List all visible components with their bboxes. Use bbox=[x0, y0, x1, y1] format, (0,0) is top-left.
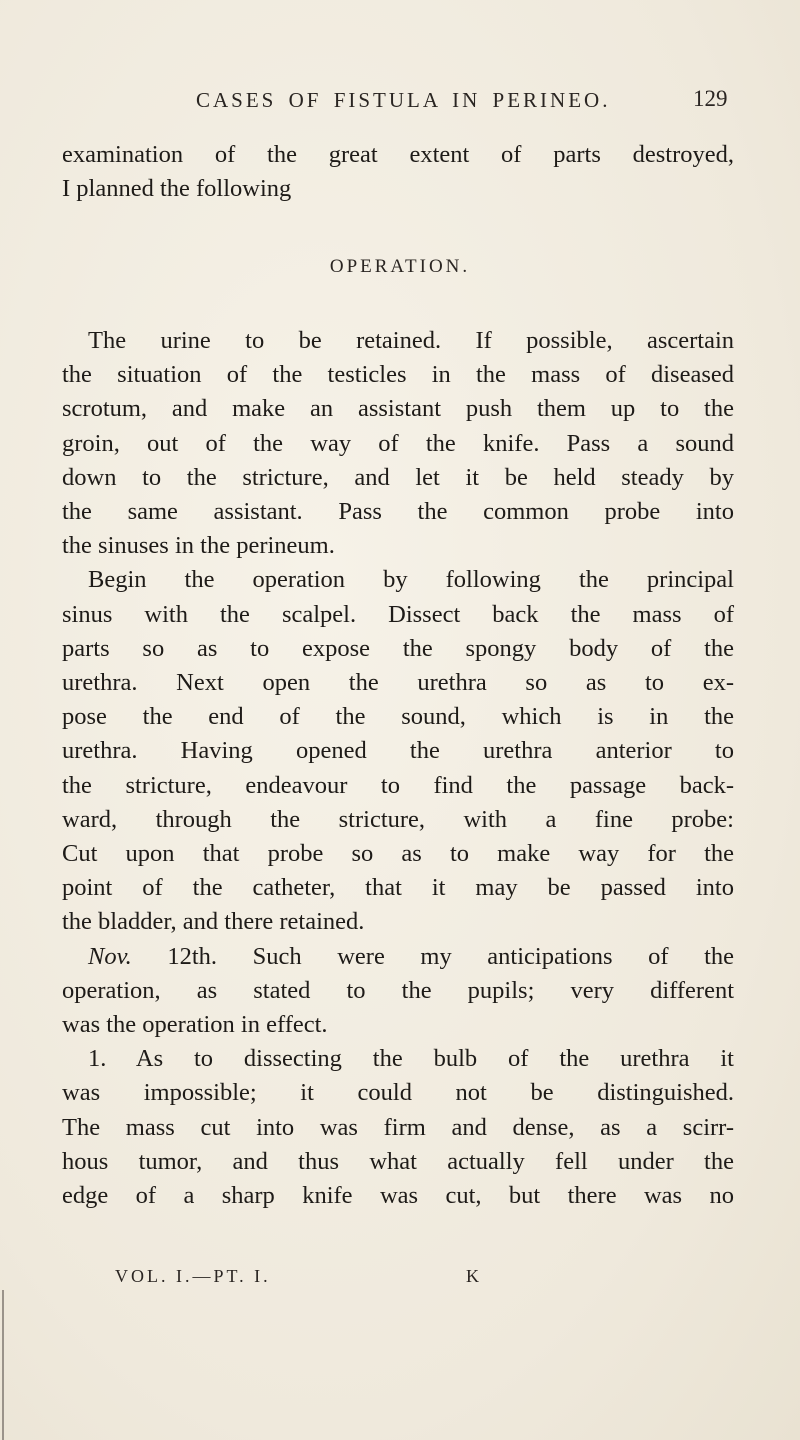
text-line: scrotum, and make an assistant push them up to the bbox=[62, 395, 734, 423]
text-line: the same assistant. Pass the common probe into bbox=[62, 498, 734, 526]
text-line: examination of the great extent of parts destroyed, bbox=[62, 141, 734, 168]
text-line: ward, through the stricture, with a fine probe: bbox=[62, 805, 734, 833]
text-line: groin, out of the way of the knife. Pass a sound bbox=[62, 429, 734, 457]
text-line: urethra. Next open the urethra so as to ex- bbox=[62, 669, 734, 697]
signature-mark: K bbox=[466, 1266, 479, 1286]
section-heading: OPERATION. bbox=[329, 256, 471, 277]
text-line: The mass cut into was firm and dense, as a scirr- bbox=[62, 1113, 734, 1141]
signature-line: VOL. I.—PT. I. bbox=[115, 1266, 271, 1286]
text-line: 1. As to dissecting the bulb of the urethra it bbox=[88, 1045, 734, 1073]
text-line: 12th. Such were my anticipations of the bbox=[167, 942, 735, 970]
text-line: I planned the following bbox=[62, 175, 292, 203]
page-number: 129 bbox=[693, 86, 728, 111]
text-line: edge of a sharp knife was cut, but there was no bbox=[62, 1182, 734, 1210]
text-line: Cut upon that probe so as to make way for the bbox=[62, 840, 734, 868]
text-line: operation, as stated to the pupils; very different bbox=[62, 976, 734, 1004]
text-line: was the operation in effect. bbox=[62, 1011, 328, 1039]
text-line: the sinuses in the perineum. bbox=[62, 532, 335, 560]
text-line: parts so as to expose the spongy body of the bbox=[62, 634, 734, 662]
text-line: pose the end of the sound, which is in the bbox=[62, 703, 734, 731]
text-line: was impossible; it could not be distinguished. bbox=[62, 1079, 734, 1107]
text-line: down to the stricture, and let it be held steady by bbox=[62, 463, 734, 491]
text-line: sinus with the scalpel. Dissect back the mass of bbox=[62, 600, 734, 628]
date-label: Nov. bbox=[88, 942, 132, 970]
text-line: the situation of the testicles in the mass of diseased bbox=[62, 361, 734, 389]
margin-rule bbox=[2, 1290, 4, 1440]
text-line: point of the catheter, that it may be passed into bbox=[62, 874, 734, 902]
text-line: the stricture, endeavour to find the passage back- bbox=[62, 771, 734, 799]
text-line: urethra. Having opened the urethra anterior to bbox=[62, 737, 734, 765]
text-line: hous tumor, and thus what actually fell under the bbox=[62, 1147, 734, 1175]
dated-line bbox=[62, 940, 734, 974]
body-text bbox=[62, 324, 734, 1213]
running-head: CASES OF FISTULA IN PERINEO. bbox=[196, 88, 611, 112]
text-line: The urine to be retained. If possible, ascertain bbox=[88, 327, 734, 354]
text-line: Begin the operation by following the principal bbox=[88, 566, 734, 594]
text-line: the bladder, and there retained. bbox=[62, 908, 365, 936]
lead-paragraph bbox=[62, 138, 734, 206]
